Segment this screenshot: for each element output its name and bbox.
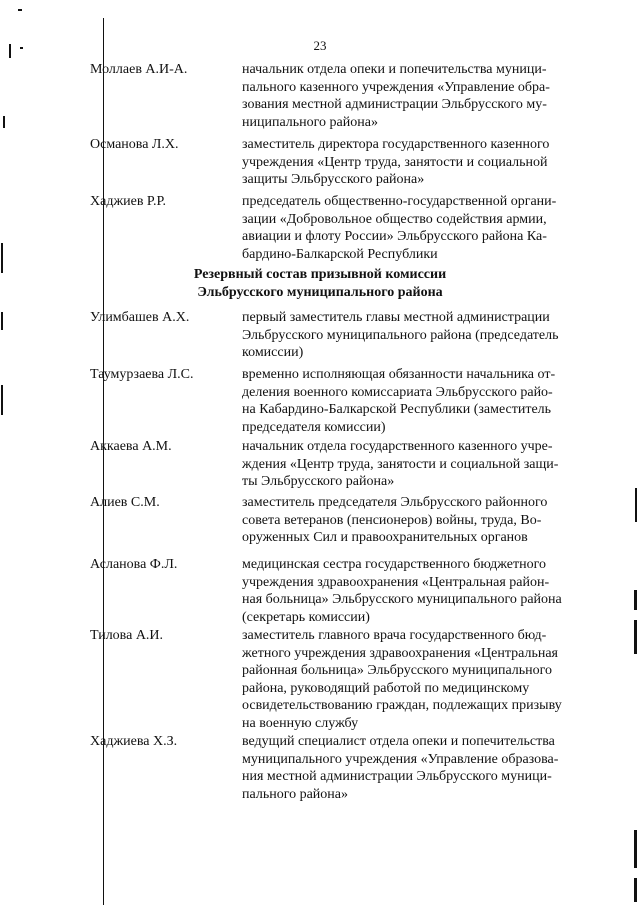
position-line: заместитель директора государственного казенного <box>242 137 550 152</box>
position-line: районная больница» Эльбрусского муниципального <box>242 663 553 678</box>
member-name: Моллаев А.И-А. <box>90 62 188 77</box>
position-line: первый заместитель главы местной администрации <box>242 310 550 325</box>
scan-mark <box>1 385 3 415</box>
section-heading-line: Эльбрусского муниципального района <box>197 285 443 300</box>
scan-mark <box>634 620 637 654</box>
position-line: председателя комиссии) <box>242 419 386 435</box>
scan-mark <box>18 9 22 11</box>
position-line: совета ветеранов (пенсионеров) войны, труда, Во- <box>242 512 542 528</box>
member-name: Аккаева А.М. <box>90 439 172 454</box>
member-name: Таумурзаева Л.С. <box>90 367 194 382</box>
position-line: зования местной администрации Эльбрусского му- <box>242 97 547 112</box>
position-line: защиты Эльбрусского района» <box>242 172 425 187</box>
member-name: Хаджиев Р.Р. <box>90 194 167 209</box>
position-line: авиации и флоту России» Эльбрусского района Ка- <box>242 229 547 244</box>
member-name: Улимбашев А.Х. <box>90 310 190 325</box>
member-position <box>242 438 585 491</box>
member-position <box>242 136 585 189</box>
member-position <box>242 366 585 436</box>
position-line: учреждения здравоохранения «Центральная район- <box>242 574 550 590</box>
position-line: председатель общественно-государственной органи- <box>242 194 557 209</box>
position-line: ты Эльбрусского района» <box>242 474 395 489</box>
member-name: Османова Л.Х. <box>90 137 179 152</box>
position-line: на Кабардино-Балкарской Республики (заместитель <box>242 402 552 417</box>
position-line: начальник отдела опеки и попечительства муници- <box>242 62 547 77</box>
member-position <box>242 556 585 626</box>
member-position <box>242 494 585 547</box>
position-line: заместитель главного врача государственного бюд- <box>242 628 547 643</box>
page-number: 23 <box>313 38 327 53</box>
section-heading <box>0 266 640 302</box>
scan-mark <box>3 116 5 128</box>
position-line: учреждения «Центр труда, занятости и социальной <box>242 154 548 170</box>
scan-mark <box>634 878 637 902</box>
position-line: на военную службу <box>242 715 359 731</box>
member-name: Тилова А.И. <box>90 628 164 643</box>
scan-mark <box>634 590 637 610</box>
scan-mark <box>1 312 3 330</box>
member-name: Алиев С.М. <box>90 495 160 510</box>
position-line: (секретарь комиссии) <box>242 609 370 625</box>
position-line: жетного учреждения здравоохранения «Центральная <box>242 645 558 661</box>
position-line: ждения «Центр труда, занятости и социальной защи- <box>242 456 559 472</box>
member-name: Асланова Ф.Л. <box>90 557 178 572</box>
position-line: муниципального учреждения «Управление образова- <box>242 751 559 767</box>
position-line: пального района» <box>242 786 348 802</box>
position-line: ведущий специалист отдела опеки и попечительства <box>242 734 555 749</box>
position-line: деления военного комиссариата Эльбрусского райо- <box>242 384 553 400</box>
position-line: ния местной администрации Эльбрусского муници- <box>242 769 552 784</box>
member-position <box>242 61 585 131</box>
position-line: заместитель председателя Эльбрусского районного <box>242 495 548 510</box>
position-line: оруженных Сил и правоохранительных органов <box>242 530 528 545</box>
position-line: района, руководящий работой по медицинскому <box>242 680 530 696</box>
position-line: Эльбрусского муниципального района (председатель <box>242 327 559 343</box>
position-line: ниципального района» <box>242 114 378 130</box>
member-position <box>242 733 585 803</box>
position-line: освидетельствованию граждан, подлежащих призыву <box>242 698 562 713</box>
member-position <box>242 309 585 362</box>
position-line: комиссии) <box>242 345 304 360</box>
position-line: медицинская сестра государственного бюджетного <box>242 557 546 572</box>
position-line: пального казенного учреждения «Управление обра- <box>242 79 550 95</box>
position-line: ная больница» Эльбрусского муниципального района <box>242 592 562 607</box>
position-line: бардино-Балкарской Республики <box>242 246 438 262</box>
position-line: зации «Добровольное общество содействия армии, <box>242 211 547 227</box>
section-heading-line: Резервный состав призывной комиссии <box>193 267 447 282</box>
scan-mark <box>634 830 637 868</box>
member-position <box>242 627 585 732</box>
member-position <box>242 193 585 263</box>
member-name: Хаджиева Х.З. <box>90 734 178 749</box>
scan-mark <box>635 488 637 522</box>
position-line: начальник отдела государственного казенного учре- <box>242 439 553 454</box>
position-line: временно исполняющая обязанности начальника от- <box>242 367 556 382</box>
